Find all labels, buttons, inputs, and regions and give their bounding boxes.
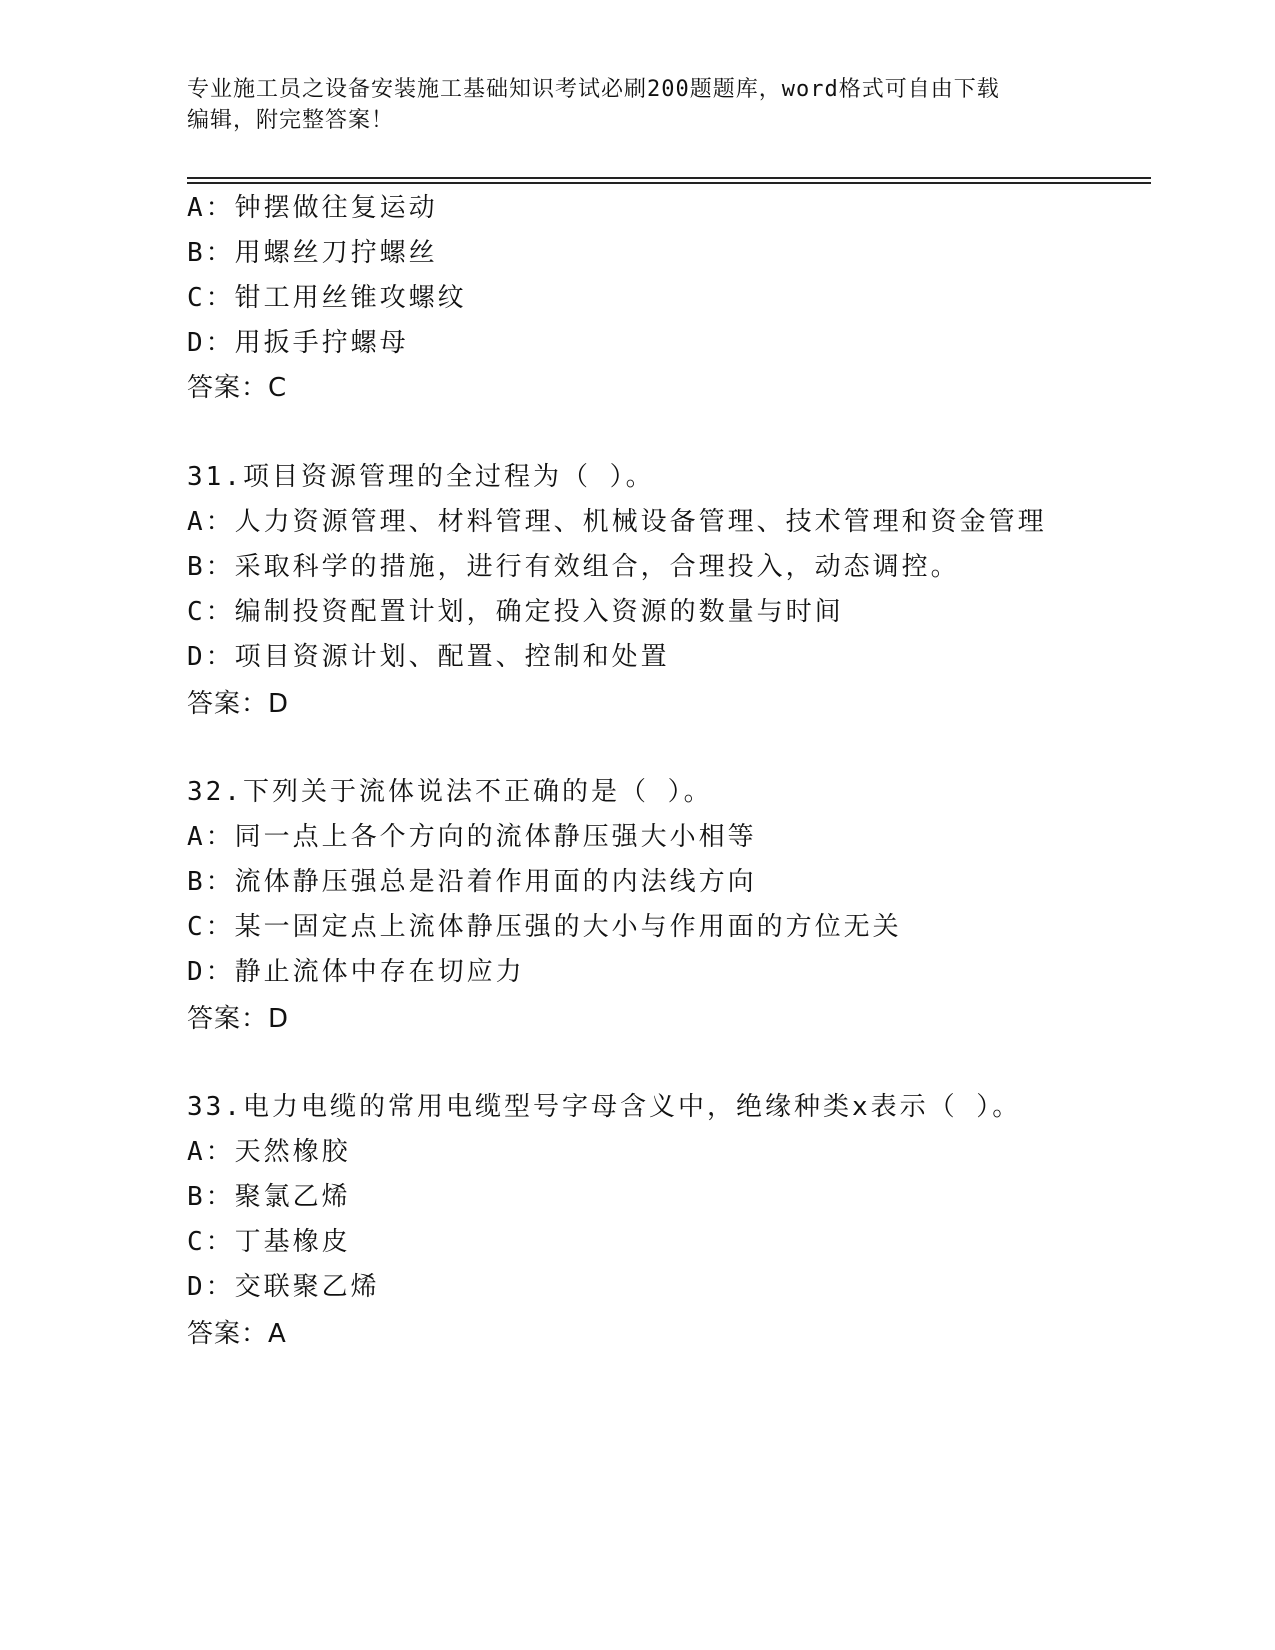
q32-option-d: D：静止流体中存在切应力 [187,957,525,987]
q31-option-c: C：编制投资配置计划，确定投入资源的数量与时间 [187,597,844,627]
q33-option-a: A：天然橡胶 [187,1137,351,1167]
header-divider-bottom [187,182,1151,184]
q30-answer: 答案：C [187,373,288,403]
q32-answer: 答案：D [187,1004,290,1034]
q30-option-d: D：用扳手拧螺母 [187,328,409,358]
document-header [187,74,1087,136]
q33-option-c: C：丁基橡皮 [187,1227,351,1257]
header-line-1: 专业施工员之设备安装施工基础知识考试必刷200题题库，word格式可自由下载 [187,77,1000,102]
q32-option-c: C：某一固定点上流体静压强的大小与作用面的方位无关 [187,912,902,942]
header-line-2: 编辑，附完整答案！ [187,108,395,133]
q32-stem: 32.下列关于流体说法不正确的是（ ）。 [187,777,713,807]
q31-option-a: A：人力资源管理、材料管理、机械设备管理、技术管理和资金管理 [187,507,1047,537]
q31-option-b: B：采取科学的措施，进行有效组合，合理投入，动态调控。 [187,552,960,582]
q30-option-a: A：钟摆做往复运动 [187,193,438,223]
q31-option-d: D：项目资源计划、配置、控制和处置 [187,642,670,672]
q33-option-b: B：聚氯乙烯 [187,1182,351,1212]
q32-option-a: A：同一点上各个方向的流体静压强大小相等 [187,822,757,852]
q31-stem: 31.项目资源管理的全过程为（ ）。 [187,462,655,492]
q33-option-d: D：交联聚乙烯 [187,1272,380,1302]
q30-option-b: B：用螺丝刀拧螺丝 [187,238,438,268]
header-divider-top [187,177,1151,179]
q32-option-b: B：流体静压强总是沿着作用面的内法线方向 [187,867,757,897]
q33-answer: 答案：A [187,1319,287,1349]
q31-answer: 答案：D [187,689,290,719]
q30-option-c: C：钳工用丝锥攻螺纹 [187,283,467,313]
q33-stem: 33.电力电缆的常用电缆型号字母含义中，绝缘种类x表示（ ）。 [187,1092,1022,1122]
